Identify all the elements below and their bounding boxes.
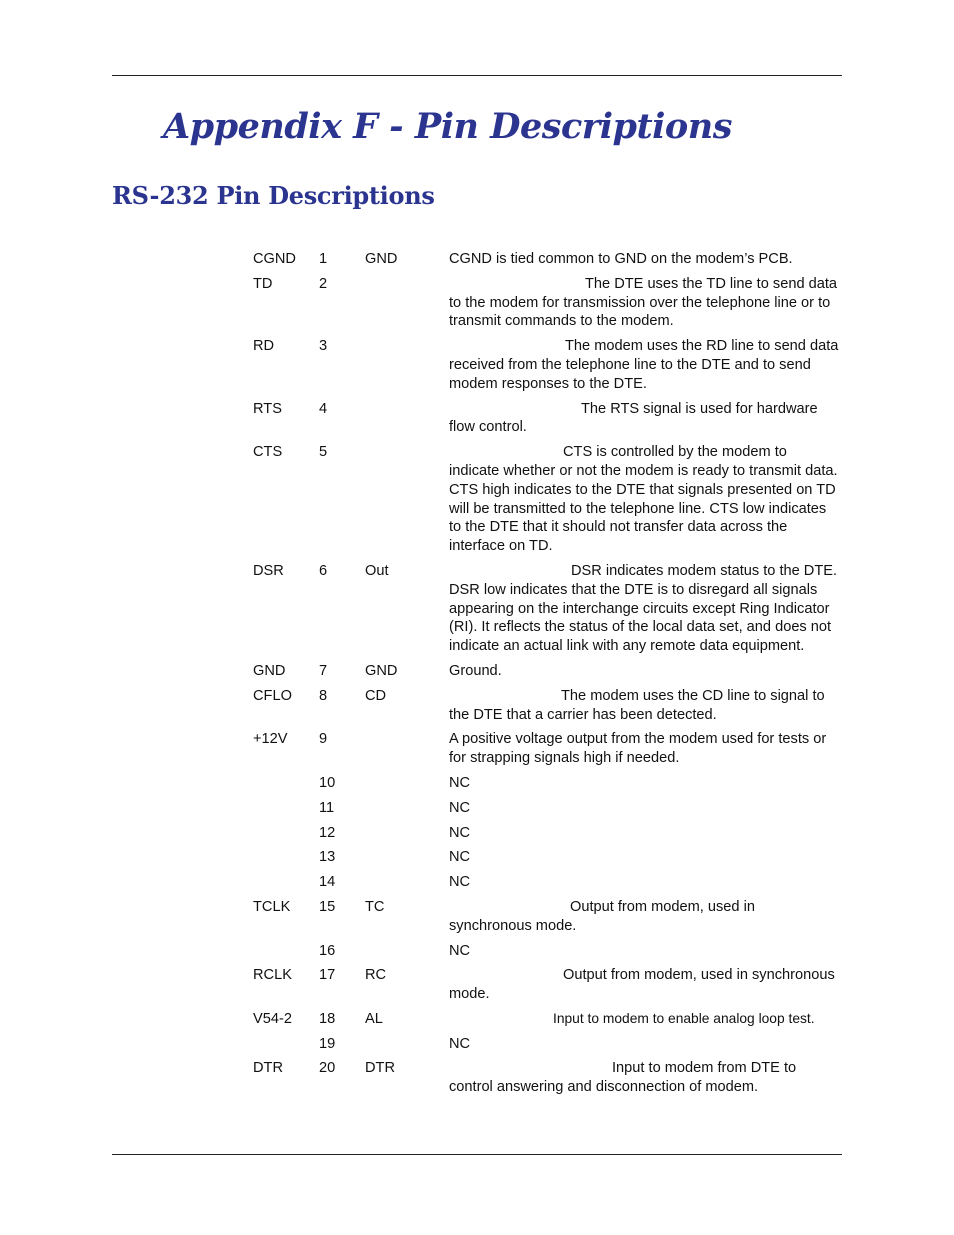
- pin-number: 6: [319, 562, 328, 579]
- pin-direction: CD: [365, 687, 387, 704]
- pin-direction: AL: [365, 1010, 383, 1027]
- pin-number: 1: [319, 251, 328, 267]
- pin-row-11: [253, 799, 843, 824]
- pin-number: 5: [319, 444, 328, 461]
- pin-row-8: [253, 687, 843, 731]
- signal-name: RTS: [253, 400, 282, 417]
- section-title: RS-232 Pin Descriptions: [112, 181, 435, 210]
- pin-number: 3: [319, 338, 328, 355]
- pin-number: 7: [319, 662, 328, 679]
- pin-number: 11: [319, 799, 335, 816]
- pin-row-6: [253, 562, 843, 662]
- signal-name: +12V: [253, 731, 288, 748]
- pin-direction: GND: [365, 662, 398, 679]
- pin-description: NC: [449, 1035, 471, 1052]
- pin-number: 2: [319, 275, 328, 292]
- signal-name: GND: [253, 662, 286, 679]
- pin-description: Input to modem to enable analog loop test.: [553, 1010, 815, 1026]
- pin-number: 12: [319, 824, 336, 841]
- pin-row-1: [253, 250, 843, 275]
- pin-number: 10: [319, 774, 336, 791]
- signal-name: CGND: [253, 251, 296, 267]
- pin-row-7: [253, 662, 843, 687]
- pin-row-17: [253, 966, 843, 1010]
- signal-name: TCLK: [253, 898, 291, 915]
- pin-description: Output from modem, used in synchronous mode.: [449, 898, 755, 934]
- pin-table: [253, 250, 843, 1103]
- pin-description: NC: [449, 849, 471, 866]
- signal-name: CTS: [253, 444, 283, 461]
- signal-name: CFLO: [253, 687, 292, 704]
- pin-direction: TC: [365, 898, 385, 915]
- pin-direction: GND: [365, 251, 398, 267]
- pin-row-19: [253, 1035, 843, 1060]
- pin-row-9: [253, 730, 843, 774]
- pin-number: 15: [319, 898, 336, 915]
- pin-number: 18: [319, 1010, 336, 1027]
- pin-description: NC: [449, 774, 471, 791]
- pin-description: CGND is tied common to GND on the modem’s PCB.: [449, 251, 793, 267]
- pin-number: 17: [319, 967, 336, 984]
- pin-row-18: [253, 1010, 843, 1035]
- pin-number: 9: [319, 731, 328, 748]
- footer-rule: [112, 1154, 842, 1155]
- pin-description: Ground.: [449, 662, 502, 679]
- signal-name: DSR: [253, 562, 284, 579]
- pin-description: A positive voltage output from the modem used for tests or for strapping signals high if needed.: [449, 731, 827, 767]
- header-rule: [112, 75, 842, 76]
- pin-row-20: [253, 1059, 843, 1103]
- pin-description: NC: [449, 824, 471, 841]
- pin-description: The modem uses the RD line to send data received from the telephone line to the DTE and to send modem responses to the DTE.: [449, 338, 839, 392]
- pin-direction: Out: [365, 562, 389, 579]
- pin-row-14: [253, 873, 843, 898]
- pin-number: 16: [319, 942, 336, 959]
- signal-name: DTR: [253, 1060, 283, 1077]
- appendix-title: Appendix F - Pin Descriptions: [163, 106, 732, 147]
- pin-description: NC: [449, 874, 471, 891]
- signal-name: V54-2: [253, 1010, 292, 1027]
- pin-row-3: [253, 337, 843, 399]
- pin-row-5: [253, 443, 843, 562]
- pin-description: NC: [449, 799, 471, 816]
- pin-row-13: [253, 848, 843, 873]
- pin-row-15: [253, 898, 843, 942]
- pin-row-16: [253, 942, 843, 967]
- signal-name: TD: [253, 275, 273, 292]
- pin-description: The modem uses the CD line to signal to the DTE that a carrier has been detected.: [449, 687, 825, 723]
- pin-description: The DTE uses the TD line to send data to the modem for transmission over the telephone line or to transmit commands to the modem.: [449, 275, 838, 330]
- pin-number: 13: [319, 849, 336, 866]
- pin-description: DSR indicates modem status to the DTE. DSR low indicates that the DTE is to disregard all signals appearing on the interchange circuits except Ring Indicator (RI). It reflects the status of the local data set, and does not indicate an actual link with any remote data equipment.: [449, 562, 838, 655]
- pin-number: 19: [319, 1035, 336, 1052]
- pin-row-4: [253, 400, 843, 444]
- pin-description: The RTS signal is used for hardware flow control.: [449, 400, 818, 436]
- pin-direction: RC: [365, 967, 387, 984]
- pin-number: 4: [319, 400, 328, 417]
- pin-number: 8: [319, 687, 328, 704]
- pin-row-2: [253, 275, 843, 337]
- pin-description: CTS is controlled by the modem to indicate whether or not the modem is ready to transmit data. CTS high indicates to the DTE that signals presented on TD will be transmitted to the telephone line. CTS low indicates to the DTE that it should not transfer data across the interface on TD.: [449, 444, 838, 555]
- pin-description: Input to modem from DTE to control answering and disconnection of modem.: [449, 1060, 797, 1096]
- signal-name: RCLK: [253, 967, 292, 984]
- signal-name: RD: [253, 338, 275, 355]
- pin-description: NC: [449, 942, 471, 959]
- pin-description: Output from modem, used in synchronous mode.: [449, 967, 835, 1003]
- pin-number: 20: [319, 1060, 336, 1077]
- pin-row-10: [253, 774, 843, 799]
- pin-number: 14: [319, 874, 336, 891]
- pin-direction: DTR: [365, 1060, 395, 1077]
- pin-row-12: [253, 824, 843, 849]
